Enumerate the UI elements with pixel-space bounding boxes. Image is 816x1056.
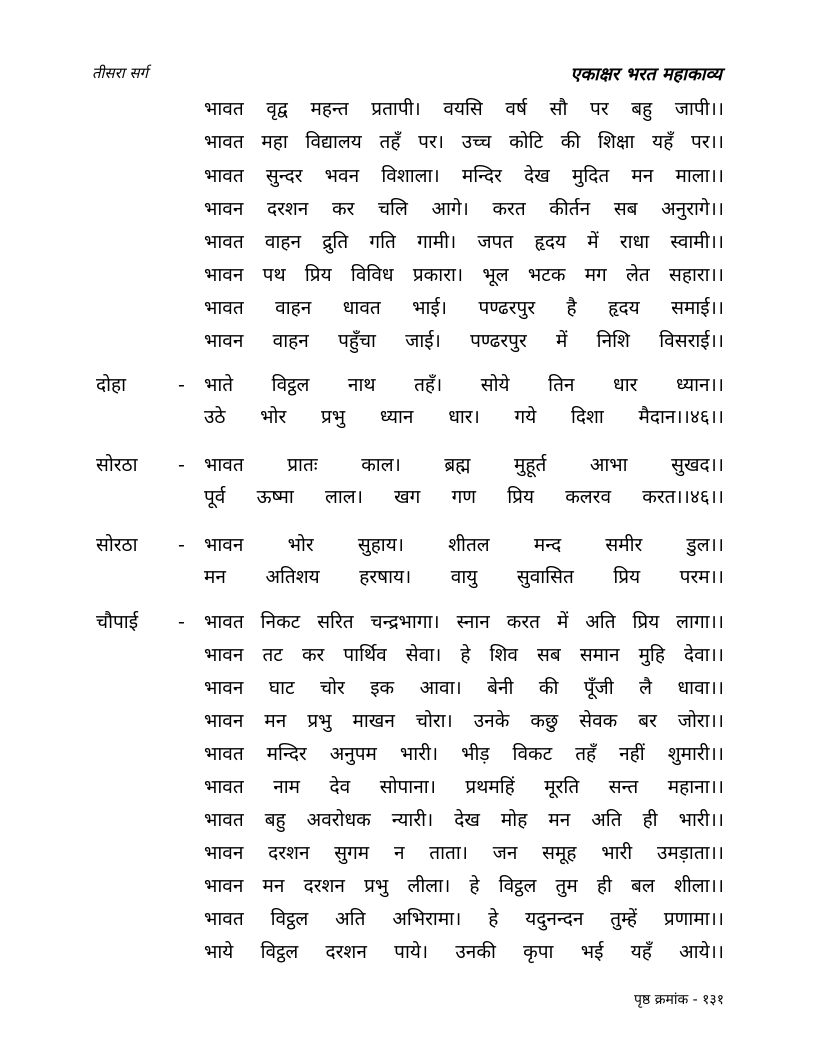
chaupai-label: चौपाई	[96, 611, 139, 633]
verse-line: भावत नाम देव सोपाना। प्रथमहिं मूरति सन्त महाना।।	[204, 776, 724, 798]
verse-line: भावत वाहन धावत भाई। पण्ढरपुर है हृदय समाई।।	[204, 297, 724, 319]
verse-line: उठे भोर प्रभु ध्यान धार। गये दिशा मैदान।।४६।।	[204, 406, 724, 428]
verse-line: भावत निकट सरित चन्द्रभागा। स्नान करत में अति प्रिय लागा।।	[204, 611, 724, 633]
verse-line: मन अतिशय हरषाय। वायु सुवासित प्रिय परम।।	[204, 566, 724, 588]
verse-line: भावत वृद्व महन्त प्रतापी। वयसि वर्ष सौ पर बहु जापी।।	[204, 98, 724, 120]
chaupai-dash: -	[178, 611, 185, 633]
verse-line: भावन घाट चोर इक आवा। बेनी की पूँजी लै धावा।।	[204, 677, 724, 699]
verse-line: भावन भोर सुहाय। शीतल मन्द समीर डुल।।	[204, 534, 724, 556]
soratha-dash: -	[178, 454, 185, 476]
doha-label: दोहा	[96, 374, 127, 396]
verse-line: भावत बहु अवरोधक न्यारी। देख मोह मन अति ही भारी।।	[204, 809, 724, 831]
verse-line: भावन तट कर पार्थिव सेवा। हे शिव सब समान मुहि देवा।।	[204, 644, 724, 666]
verse-line: भावत वाहन द्रुति गति गामी। जपत हृदय में राधा स्वामी।।	[204, 231, 724, 253]
verse-line: भावन मन दरशन प्रभु लीला। हे विट्ठल तुम ही बल शीला।।	[204, 875, 724, 897]
verse-line: पूर्व ऊष्मा लाल। खग गण प्रिय कलरव करत।।४६।।	[204, 486, 724, 508]
verse-line: भाते विट्ठल नाथ तहँ। सोये तिन धार ध्यान।।	[204, 374, 724, 396]
doha-dash: -	[178, 374, 185, 396]
verse-line: भाये विट्ठल दरशन पाये। उनकी कृपा भई यहँ आये।।	[204, 941, 724, 963]
verse-line: भावत महा विद्यालय तहँ पर। उच्च कोटि की शिक्षा यहँ पर।।	[204, 131, 724, 153]
verse-line: भावन मन प्रभु माखन चोरा। उनके कछु सेवक बर जोरा।।	[204, 710, 724, 732]
book-title-header: एकाक्षर भरत महाकाव्य	[570, 64, 722, 85]
verse-line: भावन पथ प्रिय विविध प्रकारा। भूल भटक मग लेत सहारा।।	[204, 264, 724, 286]
soratha-label: सोरठा	[96, 454, 138, 476]
verse-line: भावत प्रातः काल। ब्रह्म मुहूर्त आभा सुखद।।	[204, 454, 724, 476]
verse-line: भावत मन्दिर अनुपम भारी। भीड़ विकट तहँ नहीं शुमारी।।	[204, 743, 724, 765]
chapter-header: तीसरा सर्ग	[92, 64, 148, 82]
verse-line: भावन दरशन सुगम न ताता। जन समूह भारी उमड़ाता।।	[204, 842, 724, 864]
soratha-dash: -	[178, 534, 185, 556]
verse-line: भावत विट्ठल अति अभिरामा। हे यदुनन्दन तुम्हें प्रणामा।।	[204, 908, 724, 930]
verse-line: भावन दरशन कर चलि आगे। करत कीर्तन सब अनुरागे।।	[204, 198, 724, 220]
soratha-label: सोरठा	[96, 534, 138, 556]
verse-line: भावन वाहन पहुँचा जाई। पण्ढरपुर में निशि विसराई।।	[204, 330, 724, 352]
verse-line: भावत सुन्दर भवन विशाला। मन्दिर देख मुदित मन माला।।	[204, 165, 724, 187]
page-number: पृष्ठ क्रमांक - १३१	[634, 992, 724, 1008]
